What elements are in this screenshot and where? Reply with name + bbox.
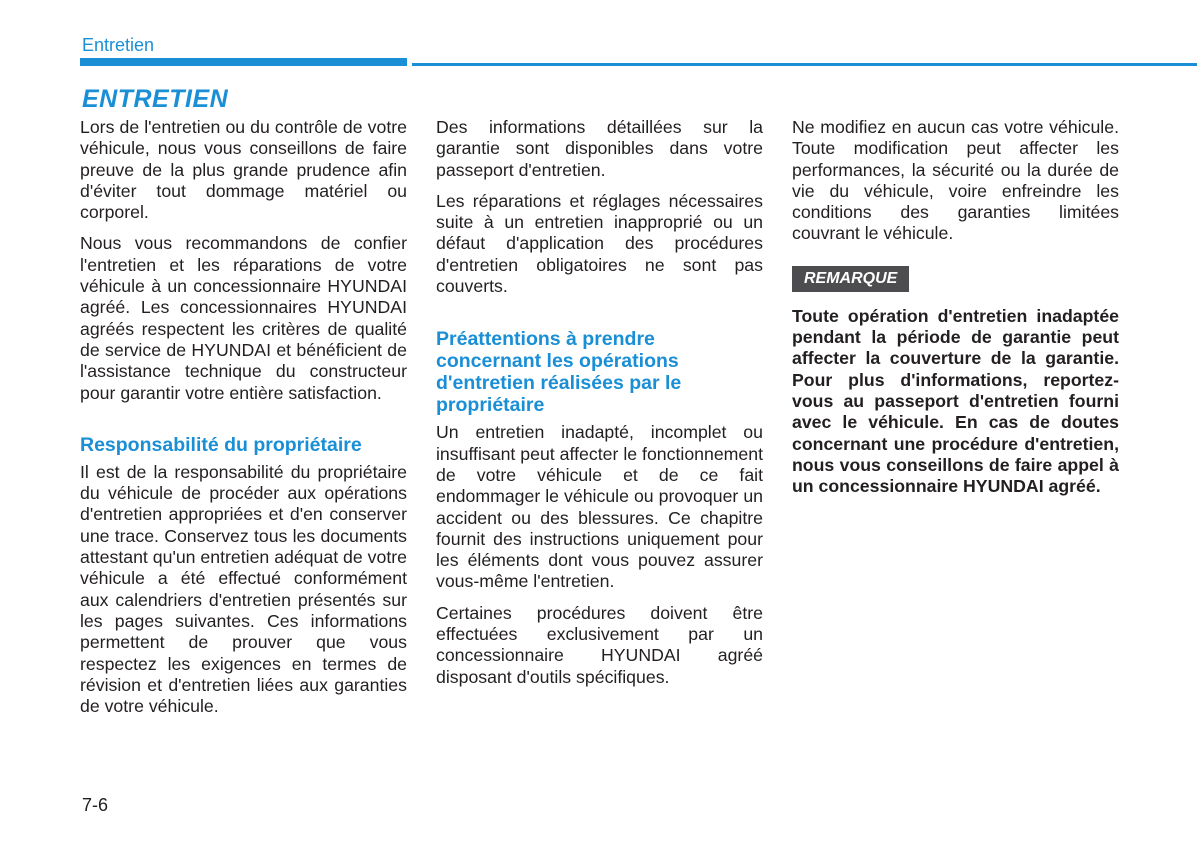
subheading-owner-responsibility: Responsabilité du propriétaire <box>80 433 362 456</box>
column-left <box>80 117 407 727</box>
paragraph: Nous vous recommandons de confier l'entretien et les réparations de votre véhicule à un concessionnaire HYUNDAI agréé. Les concessionnaires HYUNDAI agréés respectent les critères de qualité de service de HYUNDAI et bénéficient de l'assistance technique du constructeur pour garantir votre entière satisfaction. <box>80 233 407 403</box>
paragraph: Un entretien inadapté, incomplet ou insuffisant peut affecter le fonctionnement de votre véhicule et de ce fait endommager le véhicule ou provoquer un accident ou des blessures. Ce chapitre fournit des instructions uniquement pour les éléments dont vous pouvez assurer vous-même l'entretien. <box>436 422 763 592</box>
subheading-owner-precautions: Préattentions à prendre concernant les opérations d'entretien réalisées par le propriétaire <box>436 328 682 417</box>
paragraph: Lors de l'entretien ou du contrôle de votre véhicule, nous vous conseillons de faire preuve de la plus grande prudence afin d'éviter tout dommage matériel ou corporel. <box>80 117 407 223</box>
paragraph: Des informations détaillées sur la garantie sont disponibles dans votre passeport d'entretien. <box>436 117 763 180</box>
page-title: ENTRETIEN <box>82 85 229 113</box>
column-right <box>792 117 1119 507</box>
page-number: 7-6 <box>82 795 109 815</box>
paragraph: Il est de la responsabilité du propriétaire du véhicule de procéder aux opérations d'entretien appropriées et d'en conserver une trace. Conservez tous les documents attestant qu'un entretien adéquat de votre véhicule a été effectué conformément aux calendriers d'entretien présentés sur les pages suivantes. Ces informations permettent de prouver que vous respectez les exigences en termes de révision et d'entretien liées aux garanties de votre véhicule. <box>80 461 407 717</box>
paragraph: Les réparations et réglages nécessaires suite à un entretien inapproprié ou un défaut d'application des procédures d'entretien obligatoires ne sont pas couverts. <box>436 190 763 297</box>
note-badge: REMARQUE <box>792 266 909 292</box>
column-middle <box>436 117 763 698</box>
section-label: Entretien <box>82 35 155 55</box>
paragraph: Certaines procédures doivent être effectuées exclusivement par un concessionnaire HYUNDAI agréé disposant d'outils spécifiques. <box>436 602 763 687</box>
header-rule-thick <box>80 58 407 66</box>
paragraph: Ne modifiez en aucun cas votre véhicule. Toute modification peut affecter les performances, la sécurité ou la durée de vie du véhicule, voire enfreindre les conditions des garanties limitées couvrant le véhicule. <box>792 117 1119 244</box>
note-text: Toute opération d'entretien inadaptée pendant la période de garantie peut affecter la couverture de la garantie. Pour plus d'informations, reportez-vous au passeport d'entretien fourni avec le véhicule. En cas de doutes concernant une procédure d'entretien, nous vous conseillons de faire appel à un concessionnaire HYUNDAI agréé. <box>792 305 1119 497</box>
header-rule-thin <box>412 63 1197 66</box>
